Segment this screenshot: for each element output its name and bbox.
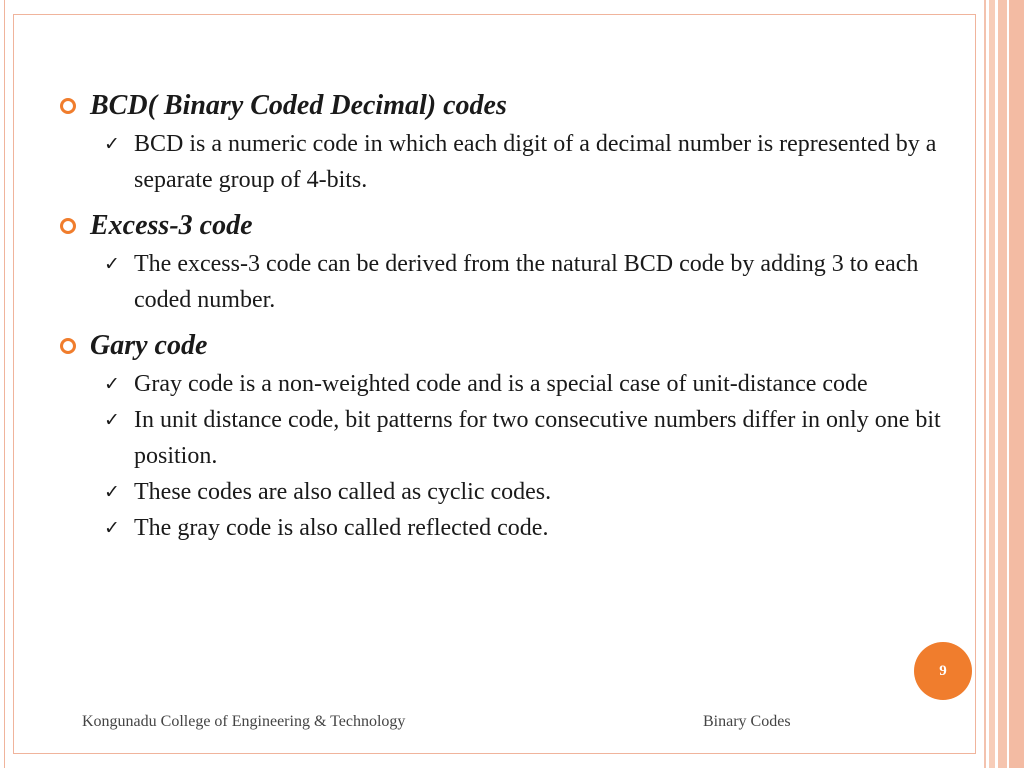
decor-stripe xyxy=(984,0,986,768)
bullet-item xyxy=(104,402,970,474)
check-icon: ✓ xyxy=(104,253,120,275)
ring-bullet-icon xyxy=(60,98,76,114)
heading-text: Excess-3 code xyxy=(90,210,253,241)
bullet-item xyxy=(104,366,970,402)
bullet-item xyxy=(104,246,970,318)
heading-text: BCD( Binary Coded Decimal) codes xyxy=(90,90,507,121)
bullet-text: Gray code is a non-weighted code and is a special case of unit-distance code xyxy=(134,371,868,397)
check-icon: ✓ xyxy=(104,409,120,431)
page-number-badge: 9 xyxy=(914,642,972,700)
ring-bullet-icon xyxy=(60,338,76,354)
bullet-text: BCD is a numeric code in which each digit of a decimal number is represented by a separate group of 4-bits. xyxy=(134,131,937,193)
decor-stripe xyxy=(1009,0,1024,768)
footer-institution: Kongunadu College of Engineering & Technology xyxy=(82,713,406,730)
section-heading-bcd xyxy=(60,86,970,126)
check-icon: ✓ xyxy=(104,133,120,155)
slide-content xyxy=(60,86,970,546)
decor-stripe xyxy=(989,0,995,768)
section-heading-gray xyxy=(60,326,970,366)
bullet-text: The gray code is also called reflected code. xyxy=(134,515,549,541)
check-icon: ✓ xyxy=(104,373,120,395)
heading-text: Gary code xyxy=(90,330,208,361)
ring-bullet-icon xyxy=(60,218,76,234)
decor-stripe xyxy=(998,0,1007,768)
bullet-item xyxy=(104,510,970,546)
bullet-text: The excess-3 code can be derived from the natural BCD code by adding 3 to each coded number. xyxy=(134,251,919,313)
bullet-item xyxy=(104,474,970,510)
bullet-item xyxy=(104,126,970,198)
section-heading-excess3 xyxy=(60,206,970,246)
check-icon: ✓ xyxy=(104,481,120,503)
check-icon: ✓ xyxy=(104,517,120,539)
bullet-text: In unit distance code, bit patterns for two consecutive numbers differ in only one bit position. xyxy=(134,407,941,469)
footer-topic: Binary Codes xyxy=(703,713,791,730)
bullet-text: These codes are also called as cyclic codes. xyxy=(134,479,552,505)
frame-left-line xyxy=(4,0,5,768)
